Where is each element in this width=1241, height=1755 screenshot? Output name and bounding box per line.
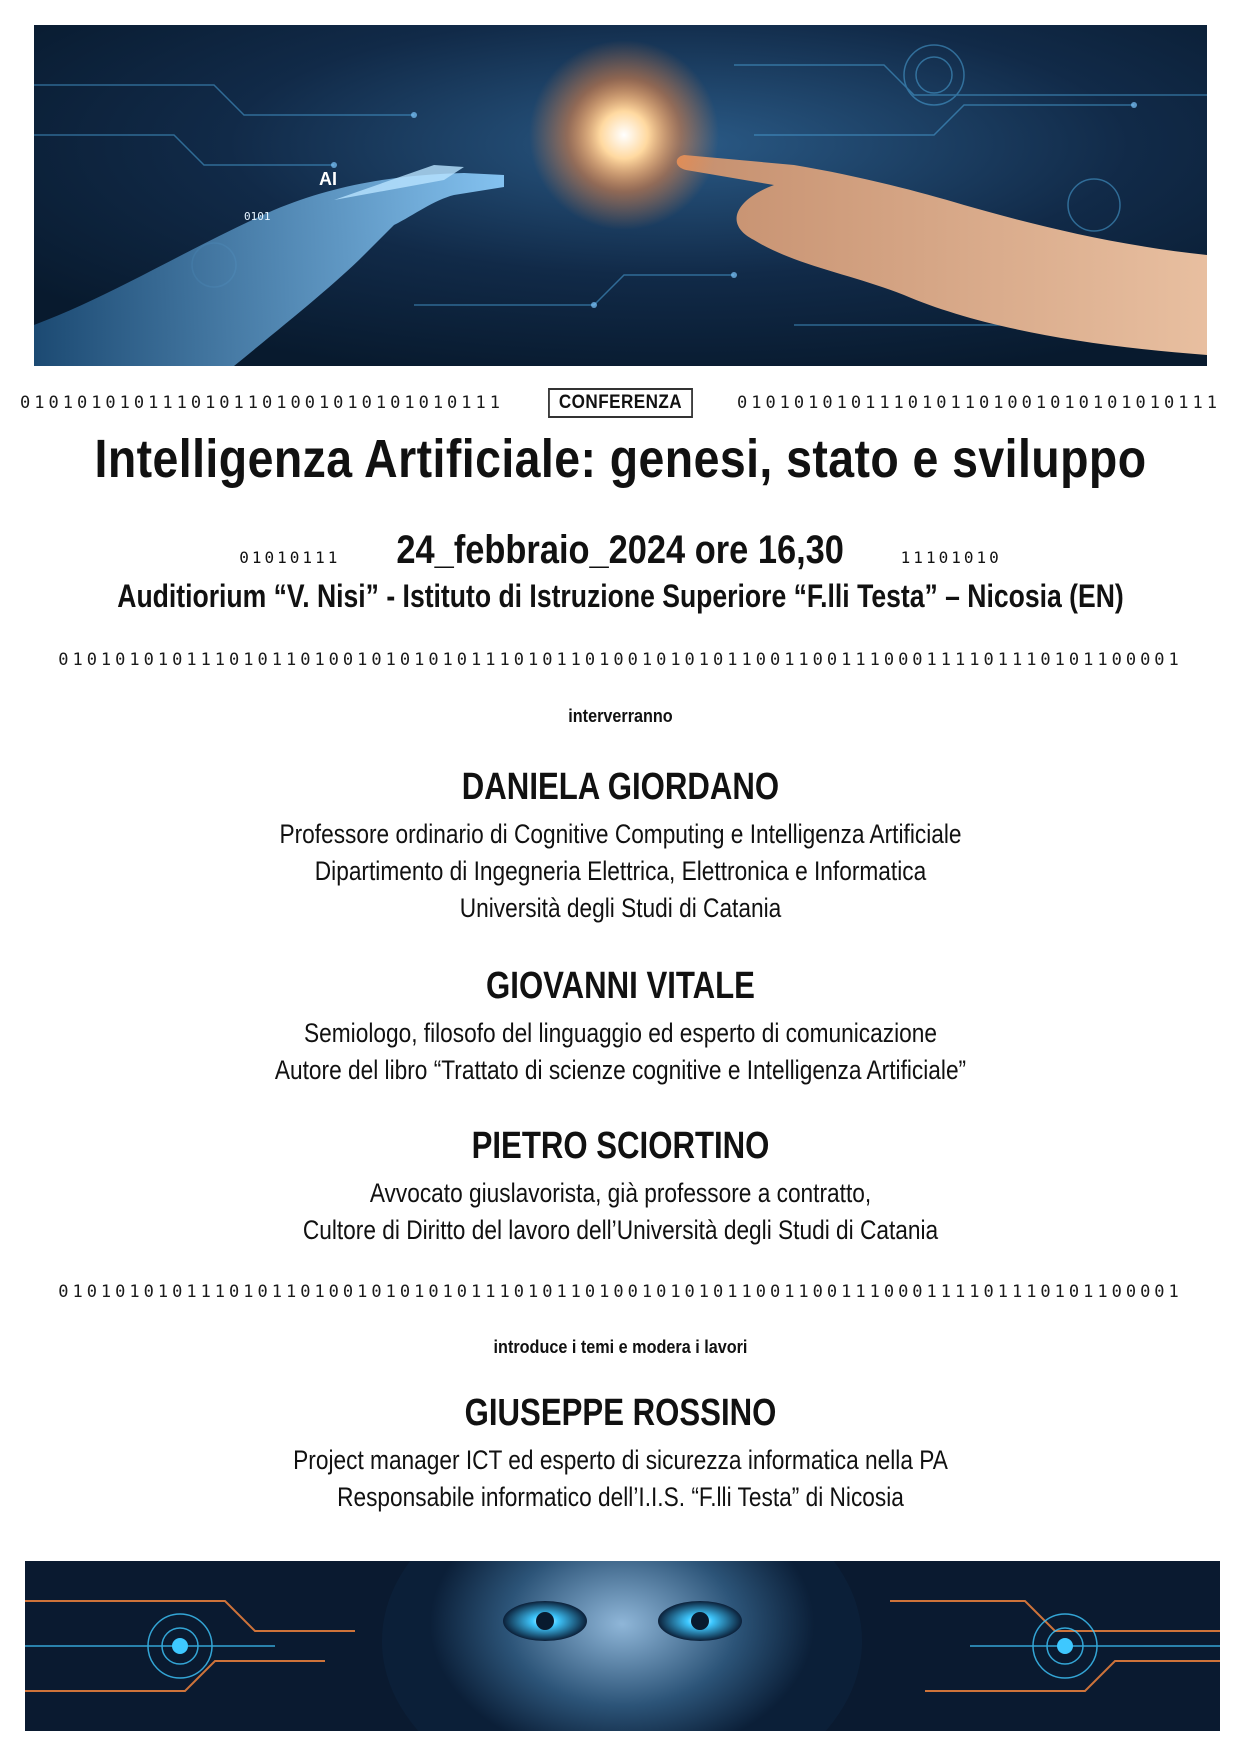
event-date: 24_febbraio_2024 ore 16,30 — [396, 528, 845, 572]
ai-face-illustration — [25, 1561, 1220, 1731]
speaker-role-line: Professore ordinario di Cognitive Computing e Intelligenza Artificiale — [279, 819, 962, 849]
date-bits-right: 11101010 — [900, 548, 1002, 567]
moderator-role-line: Project manager ICT ed esperto di sicurezza informatica nella PA — [293, 1445, 948, 1475]
robot-human-hands-illustration — [34, 25, 1207, 366]
top-banner-image — [34, 25, 1207, 366]
speaker-name: GIOVANNI VITALE — [486, 965, 755, 1007]
speaker-description — [99, 816, 1141, 927]
binary-decoration-left: 0101010101110101101001010101010111 — [20, 393, 505, 413]
moderator-description — [99, 1442, 1141, 1516]
bottom-banner-image — [25, 1561, 1220, 1731]
moderator-role-line: Responsabile informatico dell’I.I.S. “F.lli Testa” di Nicosia — [337, 1482, 904, 1512]
banner-bits-label: 0101 — [244, 210, 271, 223]
banner-ai-label: AI — [319, 169, 337, 189]
speaker-description — [99, 1015, 1141, 1089]
speakers-label: interverranno — [568, 706, 673, 726]
speaker-role-line: Dipartimento di Ingegneria Elettrica, Elettronica e Informatica — [314, 856, 927, 886]
binary-decoration-right: 0101010101110101101001010101010111 — [736, 393, 1221, 413]
speaker-role-line: Semiologo, filosofo del linguaggio ed esperto di comunicazione — [304, 1018, 937, 1048]
binary-divider: 0101010101110101101001010101011101011010010101011001100111000111101110101100001 — [58, 1282, 1183, 1302]
moderator-label: introduce i temi e modera i lavori — [493, 1337, 748, 1357]
date-bits-left: 01010111 — [239, 548, 341, 567]
event-venue: Auditiorium “V. Nisi” - Istituto di Istruzione Superiore “F.lli Testa” – Nicosia (EN) — [117, 578, 1124, 614]
conference-badge: CONFERENZA — [548, 388, 693, 418]
speaker-name: DANIELA GIORDANO — [461, 766, 780, 808]
speaker-name: PIETRO SCIORTINO — [471, 1125, 770, 1167]
page-title: Intelligenza Artificiale: genesi, stato e sviluppo — [94, 429, 1147, 489]
speaker-role-line: Autore del libro “Trattato di scienze cognitive e Intelligenza Artificiale” — [274, 1055, 967, 1085]
speaker-role-line: Università degli Studi di Catania — [459, 893, 782, 923]
speaker-description — [99, 1175, 1141, 1249]
moderator-name: GIUSEPPE ROSSINO — [464, 1392, 777, 1434]
conference-header-row — [0, 386, 1241, 420]
date-row — [0, 528, 1241, 573]
speaker-role-line: Avvocato giuslavorista, già professore a contratto, — [369, 1178, 872, 1208]
speaker-role-line: Cultore di Diritto del lavoro dell’Università degli Studi di Catania — [302, 1215, 939, 1245]
binary-divider: 0101010101110101101001010101011101011010010101011001100111000111101110101100001 — [58, 650, 1183, 670]
